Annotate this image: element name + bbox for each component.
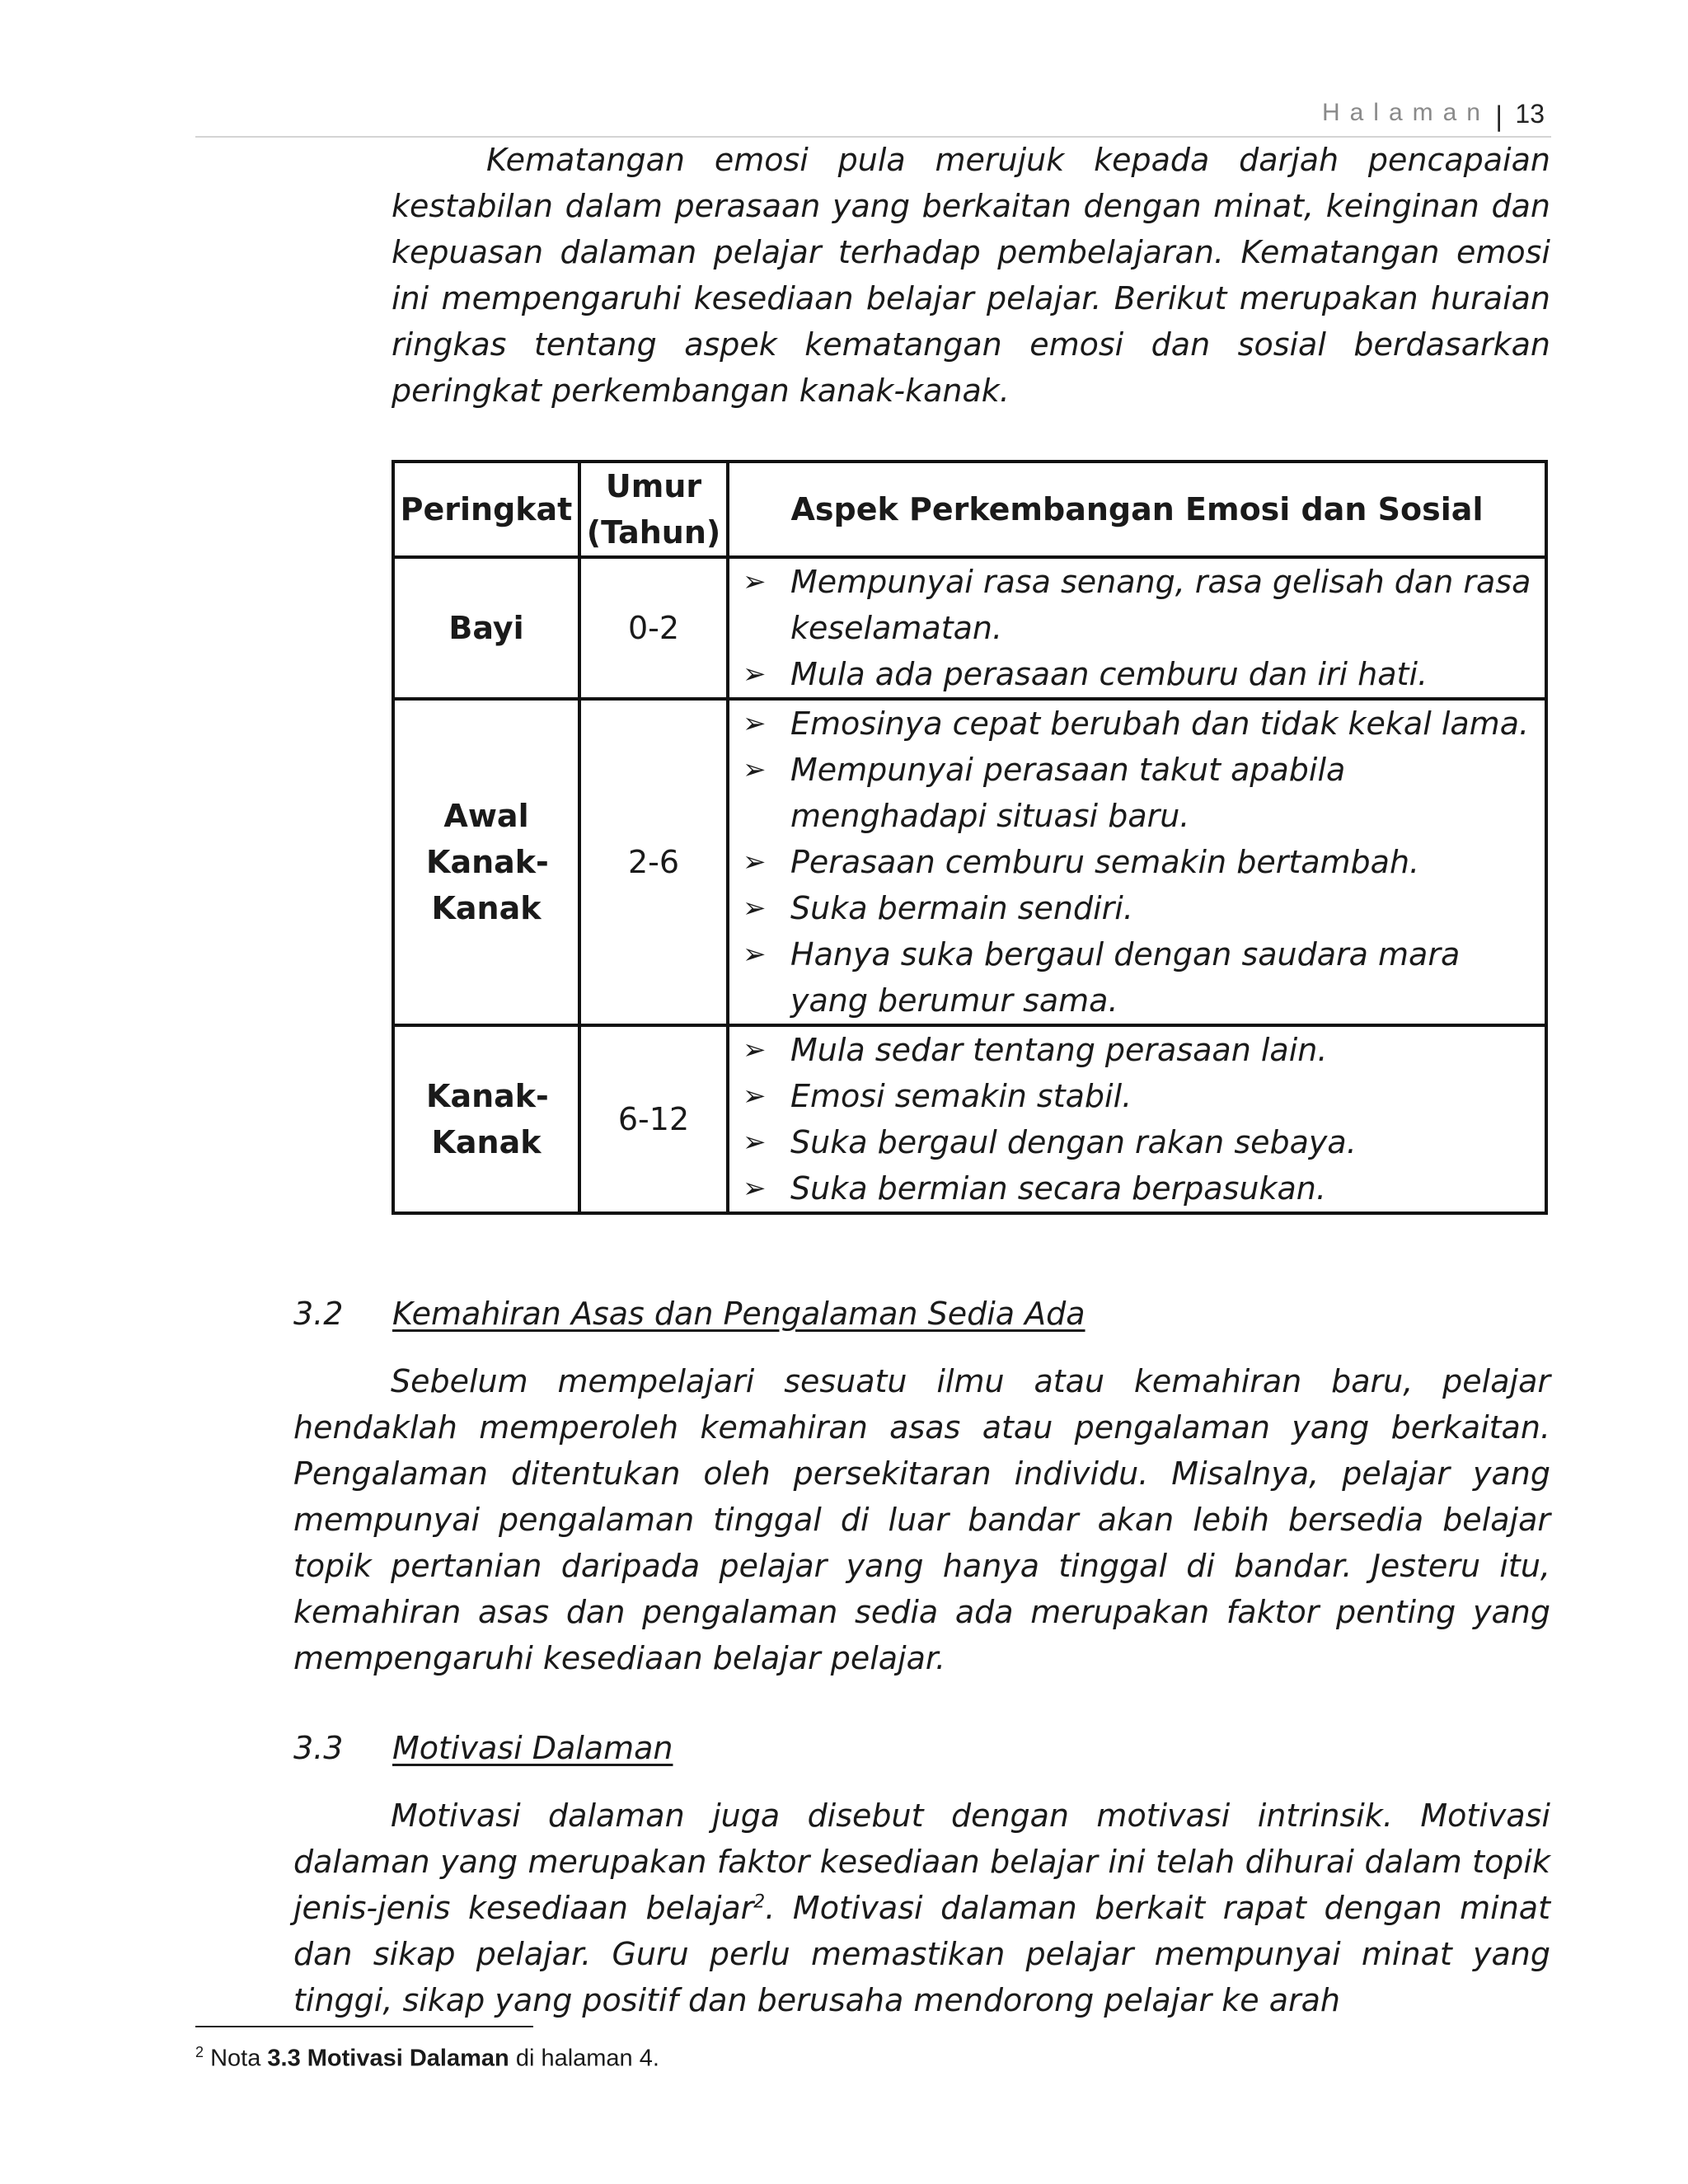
list-item: ➢ Emosi semakin stabil. <box>743 1073 1535 1119</box>
section-3-2-paragraph: Sebelum mempelajari sesuatu ilmu atau kemahiran baru, pelajar hendaklah memperoleh kemahiran asas atau pengalaman yang berkaitan. Pengalaman ditentukan oleh persekitaran individu. Misalnya, pelajar yang mempunyai pengalaman tinggal di luar bandar akan lebih bersedia belajar topik pertanian daripada pelajar yang hanya tinggal di bandar. Jesteru itu, kemahiran asas dan pengalaman sedia ada merupakan faktor penting yang mempengaruhi kesediaan belajar pelajar. <box>293 1363 1550 1676</box>
stage-cell: Kanak-Kanak <box>393 1025 579 1213</box>
footnote-divider <box>195 2026 533 2027</box>
list-item: ➢ Hanya suka bergaul dengan saudara mara yang berumur sama. <box>743 931 1535 1024</box>
stage-cell: Bayi <box>393 557 579 699</box>
list-item: ➢ Mula ada perasaan cemburu dan iri hati. <box>743 651 1535 697</box>
section-title: Motivasi Dalaman <box>392 1730 673 1766</box>
table-row <box>393 699 1546 1025</box>
table-row <box>393 1025 1546 1213</box>
aspects-cell <box>728 1025 1546 1213</box>
list-item: ➢ Perasaan cemburu semakin bertambah. <box>743 839 1535 885</box>
header-separator: | <box>1494 101 1503 132</box>
table-header-row <box>393 462 1546 557</box>
list-item: ➢ Mempunyai perasaan takut apabila menghadapi situasi baru. <box>743 747 1535 839</box>
section-title: Kemahiran Asas dan Pengalaman Sedia Ada <box>392 1296 1085 1332</box>
emotional-social-table <box>392 460 1548 1215</box>
section-number: 3.2 <box>293 1296 344 1332</box>
section-3-3-heading <box>293 1725 1282 1771</box>
table-row <box>393 557 1546 699</box>
age-cell: 2-6 <box>579 699 728 1025</box>
aspect-list <box>743 701 1535 1024</box>
list-item: ➢ Mempunyai rasa senang, rasa gelisah dan rasa keselamatan. <box>743 559 1535 651</box>
aspects-cell <box>728 557 1546 699</box>
aspect-list <box>743 1027 1535 1212</box>
footnote <box>195 2036 659 2075</box>
section-number: 3.3 <box>293 1730 344 1766</box>
header-peringkat: Peringkat <box>393 462 579 557</box>
list-item: ➢ Mula sedar tentang perasaan lain. <box>743 1027 1535 1073</box>
aspects-cell <box>728 699 1546 1025</box>
footnote-suffix: di halaman 4. <box>515 2045 659 2072</box>
header-umur: Umur (Tahun) <box>579 462 728 557</box>
stage-cell: Awal Kanak-Kanak <box>393 699 579 1025</box>
footnote-reference[interactable]: 2 <box>753 1891 766 1913</box>
header-aspek: Aspek Perkembangan Emosi dan Sosial <box>728 462 1546 557</box>
footnote-prefix: Nota <box>210 2045 261 2072</box>
list-item: ➢ Suka bermian secara berpasukan. <box>743 1165 1535 1212</box>
footnote-marker: 2 <box>195 2044 204 2060</box>
paragraph-text: . Motivasi dalaman berkait rapat dengan minat dan sikap pelajar. Guru perlu memastikan pelajar mempunyai minat yang tinggi, sikap yang positif dan berusaha mendorong pelajar ke arah <box>293 1890 1550 2018</box>
paragraph-text: Motivasi dalaman juga disebut dengan motivasi intrinsik. Motivasi dalaman yang merupakan faktor kesediaan belajar ini telah dihurai dalam topik jenis-jenis kesediaan belajar <box>293 1797 1550 1926</box>
page-number: 13 <box>1515 99 1545 129</box>
footnote-bold-ref: 3.3 Motivasi Dalaman <box>267 2045 509 2072</box>
intro-paragraph: Kematangan emosi pula merujuk kepada darjah pencapaian kestabilan dalam perasaan yang berkaitan dengan minat, keinginan dan kepuasan dalaman pelajar terhadap pembelajaran. Kematangan emosi ini mempengaruhi kesediaan belajar pelajar. Berikut merupakan huraian ringkas tentang aspek kematangan emosi dan sosial berdasarkan peringkat perkembangan kanak-kanak. <box>392 142 1550 409</box>
age-cell: 0-2 <box>579 557 728 699</box>
header-label: Halaman <box>1321 99 1490 126</box>
page-header <box>195 99 1551 137</box>
list-item: ➢ Emosinya cepat berubah dan tidak kekal lama. <box>743 701 1535 747</box>
section-3-3-paragraph <box>293 1793 1550 2023</box>
section-3-2-heading <box>293 1291 1282 1337</box>
list-item: ➢ Suka bermain sendiri. <box>743 885 1535 931</box>
list-item: ➢ Suka bergaul dengan rakan sebaya. <box>743 1119 1535 1165</box>
aspect-list <box>743 559 1535 697</box>
age-cell: 6-12 <box>579 1025 728 1213</box>
